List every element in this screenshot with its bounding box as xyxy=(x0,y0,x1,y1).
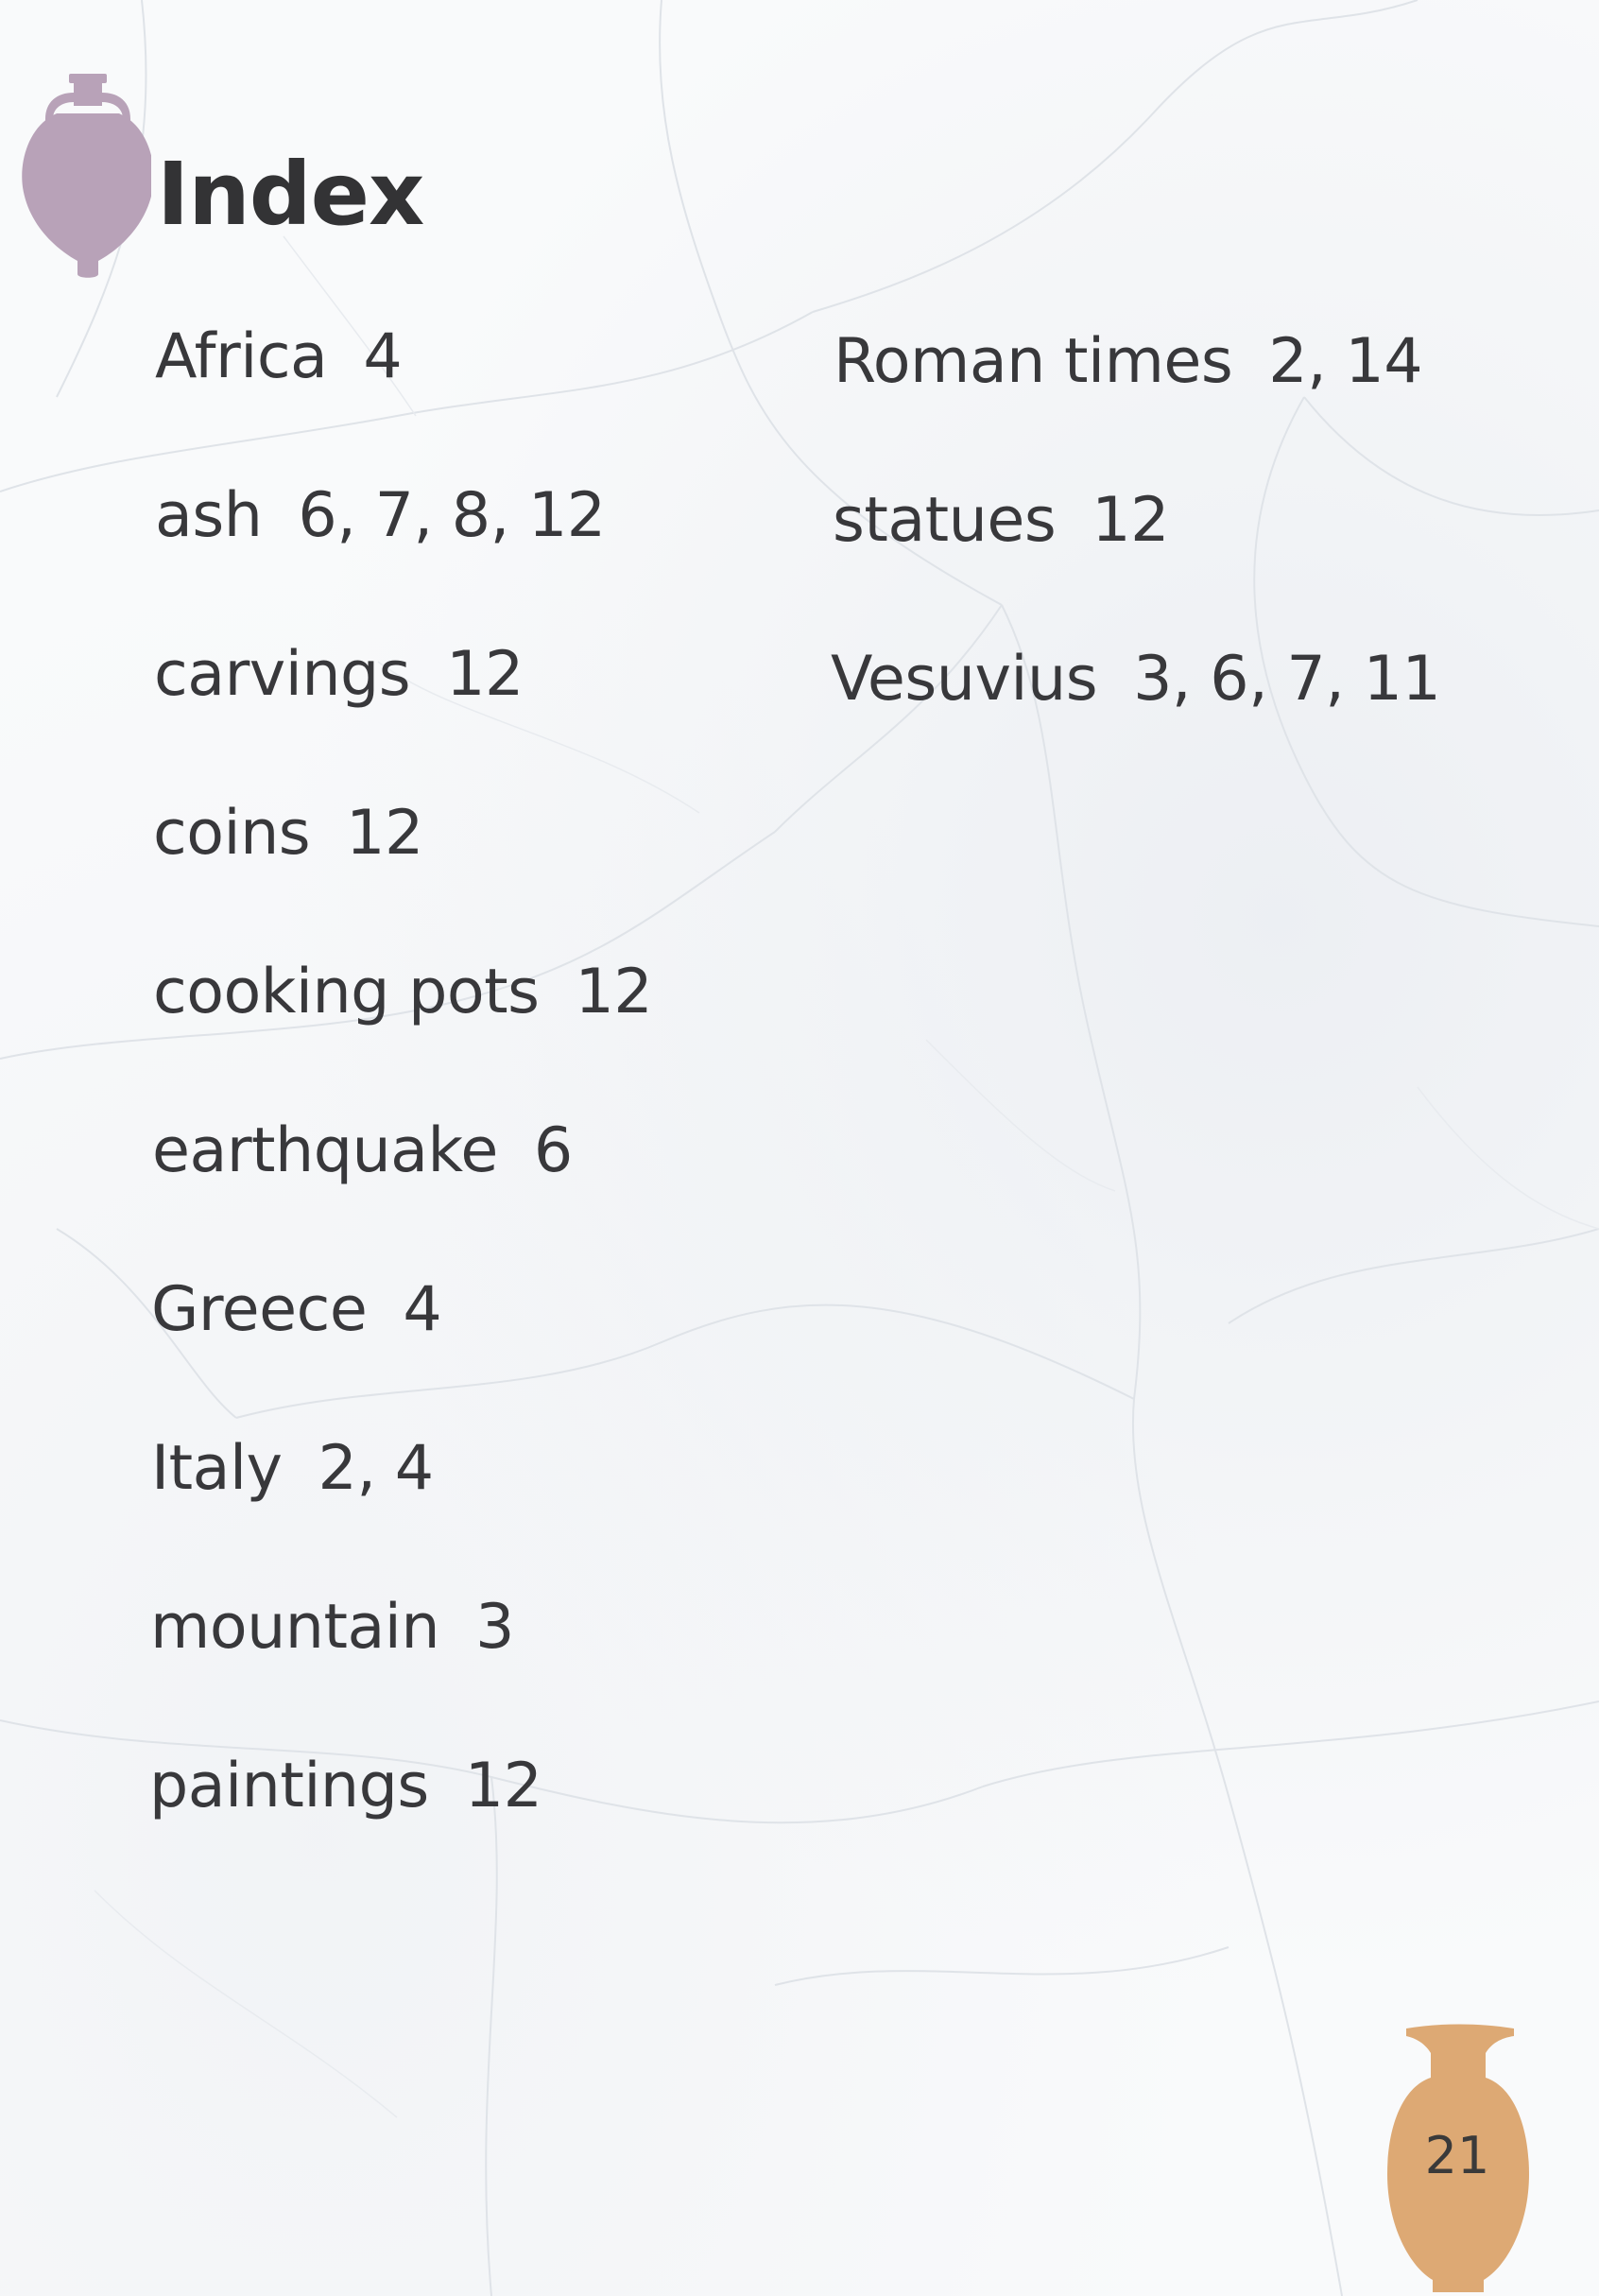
index-term: Africa xyxy=(155,321,328,392)
index-entry xyxy=(155,480,606,551)
index-entry xyxy=(831,644,1441,715)
index-term: Italy xyxy=(151,1433,283,1504)
index-pages: 12 xyxy=(446,639,524,710)
page-number: 21 xyxy=(1424,2126,1490,2185)
index-pages: 12 xyxy=(575,957,653,1027)
index-pages: 4 xyxy=(403,1274,442,1345)
index-entry xyxy=(833,485,1169,556)
index-term: Roman times xyxy=(834,326,1233,397)
index-term: carvings xyxy=(154,639,411,710)
index-pages: 4 xyxy=(363,321,403,392)
index-term: cooking pots xyxy=(153,957,540,1027)
page-title: Index xyxy=(157,144,424,245)
index-term: mountain xyxy=(150,1592,440,1663)
index-term: earthquake xyxy=(152,1115,498,1186)
index-term: coins xyxy=(153,798,311,869)
index-pages: 2, 4 xyxy=(318,1433,434,1504)
index-entry xyxy=(149,1751,542,1821)
index-entry xyxy=(153,798,423,869)
index-entry xyxy=(153,957,653,1027)
index-pages: 6, 7, 8, 12 xyxy=(298,480,606,551)
index-entry xyxy=(151,1274,442,1345)
index-pages: 6 xyxy=(533,1115,573,1186)
index-pages: 12 xyxy=(346,798,423,869)
amphora-icon xyxy=(19,72,151,280)
index-pages: 3 xyxy=(475,1592,514,1663)
index-pages: 12 xyxy=(464,1751,542,1821)
index-entry xyxy=(151,1433,434,1504)
index-term: paintings xyxy=(149,1751,429,1821)
index-entry xyxy=(155,321,403,392)
index-pages: 2, 14 xyxy=(1268,326,1423,397)
index-entry xyxy=(152,1115,573,1186)
index-term: statues xyxy=(833,485,1057,556)
index-entry xyxy=(834,326,1423,397)
index-entry xyxy=(154,639,524,710)
index-term: Greece xyxy=(151,1274,368,1345)
index-term: ash xyxy=(155,480,263,551)
index-pages: 12 xyxy=(1092,485,1169,556)
index-pages: 3, 6, 7, 11 xyxy=(1133,644,1441,715)
index-term: Vesuvius xyxy=(831,644,1098,715)
index-entry xyxy=(150,1592,514,1663)
